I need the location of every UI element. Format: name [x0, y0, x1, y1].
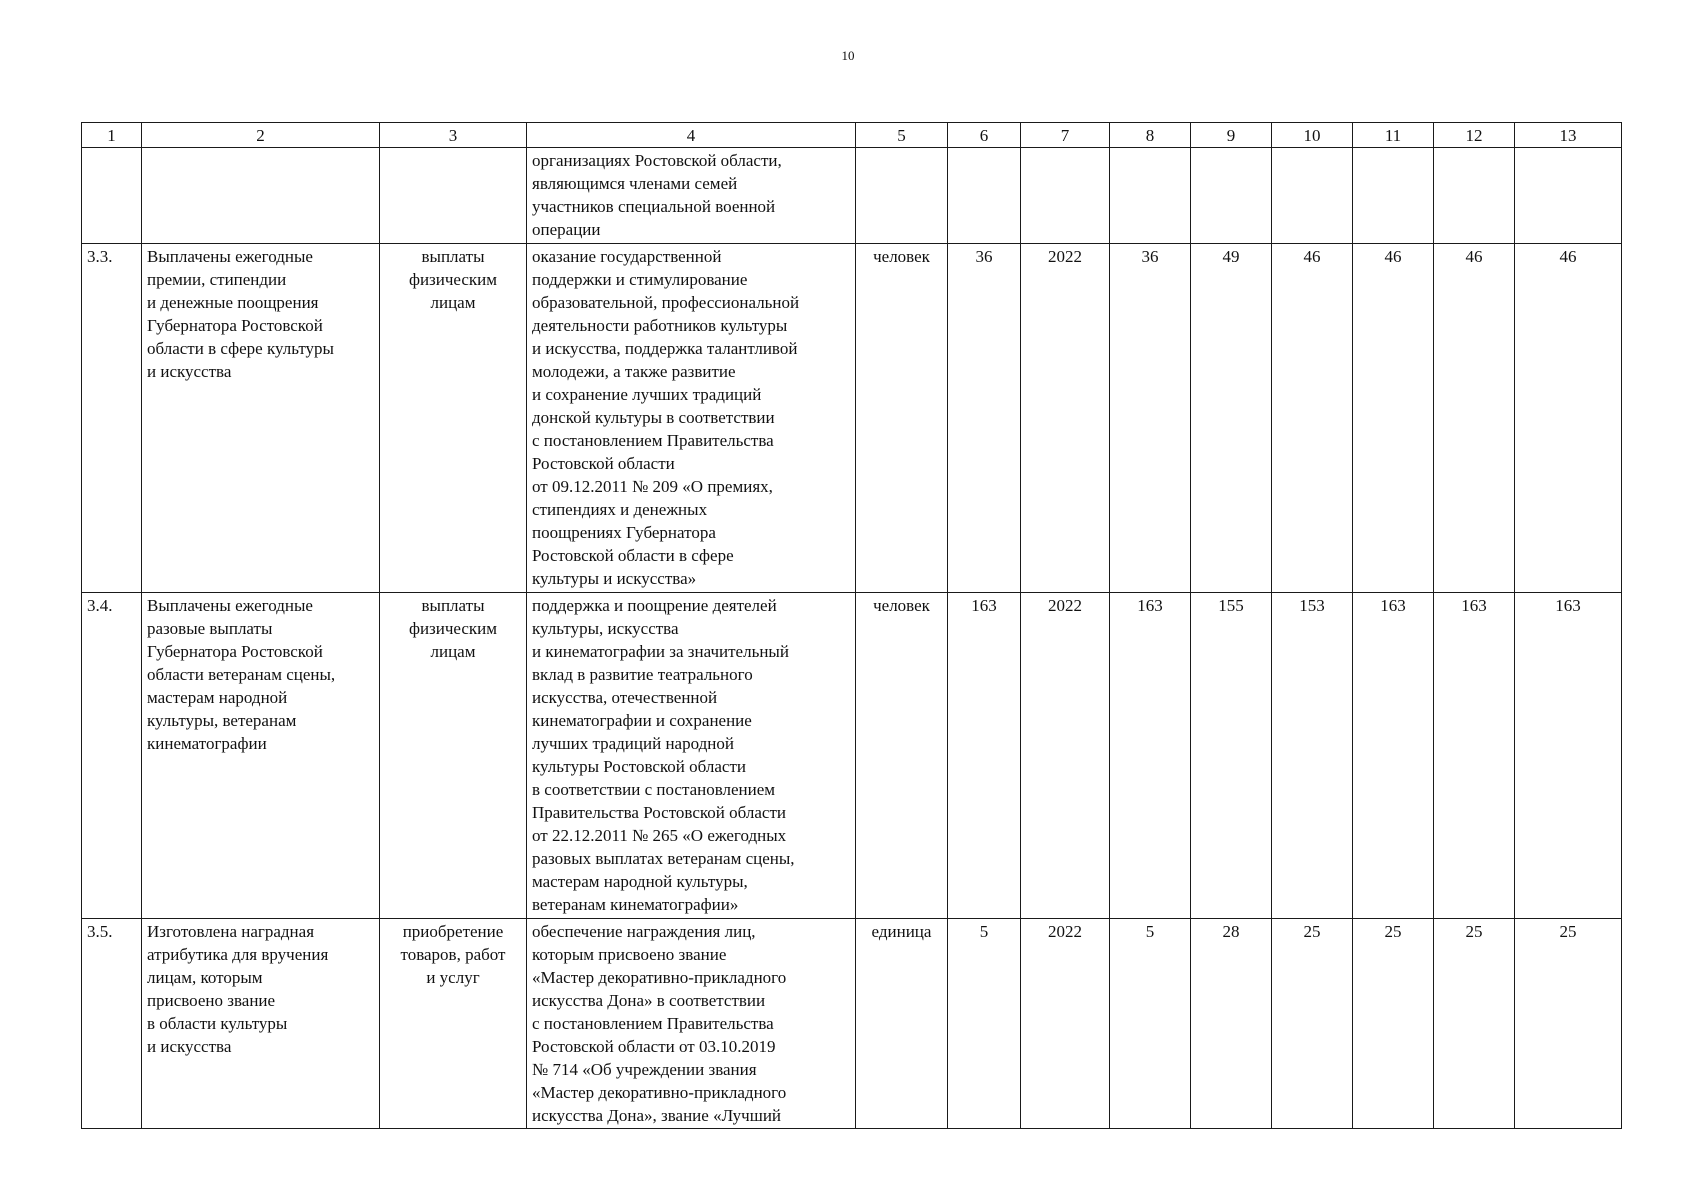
- value-cell: 5: [1110, 919, 1191, 1129]
- value-cell: [948, 148, 1021, 244]
- value-cell: [1434, 148, 1515, 244]
- unit-of-measure: [856, 148, 948, 244]
- value-cell: 2022: [1021, 244, 1110, 593]
- value-cell: 163: [1515, 593, 1622, 919]
- column-number: 11: [1353, 123, 1434, 148]
- column-number: 13: [1515, 123, 1622, 148]
- column-number: 4: [527, 123, 856, 148]
- unit-of-measure: человек: [856, 244, 948, 593]
- value-cell: 25: [1353, 919, 1434, 1129]
- result-type: выплаты физическим лицам: [380, 593, 527, 919]
- value-cell: 25: [1515, 919, 1622, 1129]
- value-cell: 25: [1272, 919, 1353, 1129]
- value-cell: [1272, 148, 1353, 244]
- result-type: приобретение товаров, работ и услуг: [380, 919, 527, 1129]
- unit-of-measure: человек: [856, 593, 948, 919]
- column-number: 6: [948, 123, 1021, 148]
- value-cell: [1191, 148, 1272, 244]
- result-name: Выплачены ежегодные разовые выплаты Губернатора Ростовской области ветеранам сцены, мастерам народной культуры, ветеранам кинематографии: [142, 593, 380, 919]
- page-number: 10: [841, 48, 855, 63]
- value-cell: 36: [1110, 244, 1191, 593]
- value-cell: [1110, 148, 1191, 244]
- row-number: [82, 148, 142, 244]
- column-number: 8: [1110, 123, 1191, 148]
- value-cell: 155: [1191, 593, 1272, 919]
- unit-of-measure: единица: [856, 919, 948, 1129]
- value-cell: 46: [1272, 244, 1353, 593]
- result-description: обеспечение награждения лиц, которым присвоено звание «Мастер декоративно-прикладного искусства Дона» в соответствии с постановлением Правительства Ростовской области от 03.10.2019 № 714 «Об учреждении звания «Мастер декоративно-прикладного искусства Дона», звание «Лучший: [527, 919, 856, 1129]
- value-cell: 5: [948, 919, 1021, 1129]
- value-cell: 163: [948, 593, 1021, 919]
- value-cell: 163: [1353, 593, 1434, 919]
- column-number: 10: [1272, 123, 1353, 148]
- result-description: поддержка и поощрение деятелей культуры, искусства и кинематографии за значительный вклад в развитие театрального искусства, отечественной кинематографии и сохранение лучших традиций народной культуры Ростовской области в соответствии с постановлением Правительства Ростовской области от 22.12.2011 № 265 «О ежегодных разовых выплатах ветеранам сцены, мастерам народной культуры, ветеранам кинематографии»: [527, 593, 856, 919]
- column-number: 1: [82, 123, 142, 148]
- result-type: выплаты физическим лицам: [380, 244, 527, 593]
- result-description: организациях Ростовской области, являющимся членами семей участников специальной военной операции: [527, 148, 856, 244]
- value-cell: 36: [948, 244, 1021, 593]
- column-number: 2: [142, 123, 380, 148]
- value-cell: [1353, 148, 1434, 244]
- indicators-table: [81, 122, 1622, 1129]
- column-number: 7: [1021, 123, 1110, 148]
- row-number: 3.5.: [82, 919, 142, 1129]
- table-row: [82, 919, 1622, 1129]
- column-numbers-row: [82, 123, 1622, 148]
- result-name: Изготовлена наградная атрибутика для вручения лицам, которым присвоено звание в области культуры и искусства: [142, 919, 380, 1129]
- result-type: [380, 148, 527, 244]
- value-cell: [1515, 148, 1622, 244]
- value-cell: [1021, 148, 1110, 244]
- result-name: [142, 148, 380, 244]
- value-cell: 25: [1434, 919, 1515, 1129]
- value-cell: 46: [1515, 244, 1622, 593]
- value-cell: 163: [1434, 593, 1515, 919]
- value-cell: 2022: [1021, 919, 1110, 1129]
- column-number: 12: [1434, 123, 1515, 148]
- value-cell: 2022: [1021, 593, 1110, 919]
- column-number: 5: [856, 123, 948, 148]
- row-number: 3.4.: [82, 593, 142, 919]
- table-row: [82, 148, 1622, 244]
- result-name: Выплачены ежегодные премии, стипендии и денежные поощрения Губернатора Ростовской области в сфере культуры и искусства: [142, 244, 380, 593]
- value-cell: 46: [1353, 244, 1434, 593]
- row-number: 3.3.: [82, 244, 142, 593]
- column-number: 3: [380, 123, 527, 148]
- table-row: [82, 593, 1622, 919]
- value-cell: 163: [1110, 593, 1191, 919]
- result-description: оказание государственной поддержки и стимулирование образовательной, профессиональной деятельности работников культуры и искусства, поддержка талантливой молодежи, а также развитие и сохранение лучших традиций донской культуры в соответствии с постановлением Правительства Ростовской области от 09.12.2011 № 209 «О премиях, стипендиях и денежных поощрениях Губернатора Ростовской области в сфере культуры и искусства»: [527, 244, 856, 593]
- table-row: [82, 244, 1622, 593]
- value-cell: 46: [1434, 244, 1515, 593]
- value-cell: 28: [1191, 919, 1272, 1129]
- value-cell: 49: [1191, 244, 1272, 593]
- value-cell: 153: [1272, 593, 1353, 919]
- column-number: 9: [1191, 123, 1272, 148]
